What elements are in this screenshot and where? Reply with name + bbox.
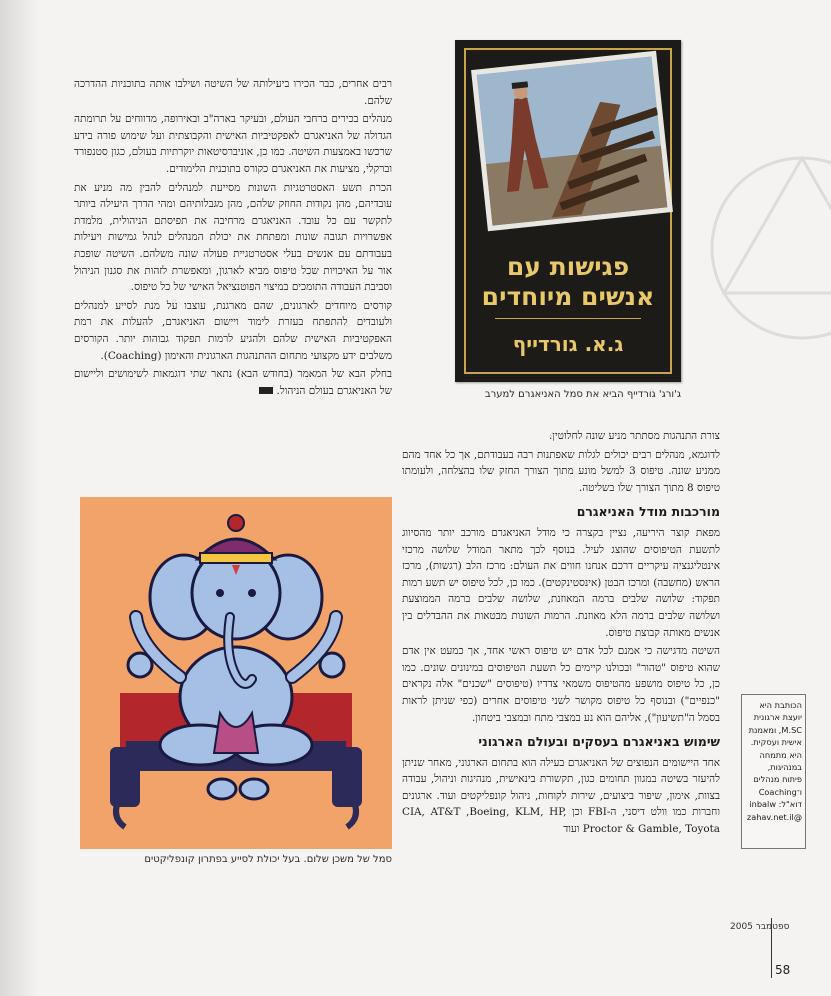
book-title-line: פגישות עם bbox=[506, 252, 630, 281]
issue-date: ספטמבר 2005 bbox=[730, 922, 790, 932]
book-title bbox=[469, 252, 667, 312]
book-author: ג.א. גורדייף bbox=[512, 332, 624, 356]
ganesha-illustration bbox=[80, 497, 392, 849]
book-caption: ג'ורג' גורדייף הביא את סמל האניאגרם למערב bbox=[484, 389, 681, 400]
book-cover-image bbox=[455, 40, 681, 382]
left-paragraph-last bbox=[74, 366, 392, 399]
bio-line: @zahav.net.il bbox=[746, 811, 802, 822]
author-bio-box bbox=[741, 694, 806, 849]
book-divider bbox=[495, 318, 641, 319]
left-paragraph: רבים אחרים, כבר הכירו ביעילותה של השיטה ושילבו אותה בתוכניות ההדרכה שלהם. bbox=[74, 78, 392, 107]
right-paragraph: לדוגמא, מנהלים רבים יכולים לגלות שאפתנות רבה בעבודתם, אך כל אחד מהם ממניע שונה. טיפוס 3 למשל מונע מתוך הצורך החזק שלו בהצלחה, ולעומתו טיפוס 8 מתוך הצורך שלו בשליטה. bbox=[402, 448, 721, 494]
right-paragraph: אחד היישומים הנפוצים של האניאגרם בעילה הוא בתחום הארגוני, מאחר שניתן להיעזר בשיטה במגוון תחומים כגון, תקשורת בינאישית, מנהיגות וניהול, עבודה בצוות, אימון, שיפור ביצועים, שירות לקוחות, ניהול קונפליקטים ועוד. ארגונים וחברות כמו וולט דיסני, ה-FBI וכן CIA, AT&T ,Boeing, KLM, HP, Proctor & Gamble, Toyota ועוד bbox=[402, 756, 720, 836]
right-paragraph: השיטה מדגישה כי אמנם לכל אדם יש טיפוס ראשי אחד, אך כמעט אין אדם שהוא טיפוס "טהור" ובכולנו קיימים כל תשעת הטיפוסים במינונים שונים. כמו כן, כל טיפוס מושפע מהטיפוס משמאי צדדיו (טיפוסים "שכנים" אלה נקראים "כנפיים") ובנוסף כל טיפוס מקושר לשני טיפוסים אחרים (כפי שניתן לראות בסמל ה"תשיעון"), אליהם הוא נע במצבי מתח ובמצבי ביטחון. bbox=[402, 645, 720, 724]
bio-line: ו־Coaching bbox=[758, 786, 802, 797]
bio-line: M.SC, ומאמנת bbox=[748, 724, 802, 735]
section-heading: שימוש באניאגרם בעסקים ובעולם הארגוני bbox=[478, 734, 720, 750]
enneagram-watermark-symbol bbox=[692, 128, 831, 358]
page-gutter-shadow bbox=[0, 0, 38, 996]
right-paragraph: צורת התנהגות מסתתר מניע שונה לחלוטין. bbox=[549, 430, 720, 442]
ganesha-drawing bbox=[80, 497, 392, 849]
book-cover-photo bbox=[471, 51, 673, 232]
bio-line: אישית ועסקית. bbox=[750, 737, 802, 748]
section-heading: מורכבות מודל האניאגרם bbox=[576, 504, 720, 520]
bio-line: הכותבת היא bbox=[759, 700, 802, 710]
bio-line: יועצת ארגונית bbox=[753, 712, 802, 723]
right-paragraph: מפאת קוצר היריעה, נציין בקצרה כי מודל האניאגרם מורכב יותר מהסיווג לתשעת הטיפוסים שהוצג לעיל. בנוסף לכך מתאר המודל שלושה מרכזי אינטליגנציה עיקריים דרכם אנחנו חווים את העולם: מרכז הלב (רגשות), מרכז הראש (מחשבה) ומרכז הבטן (אינסטינקטים). כמו כן, לכל טיפוס יש תשע רמות תפקוד: שלושה שלבים ברמה המאוזנת, שלושה שלבים ברמה הממוצעת ושלושה שלבים ברמה הלא מאוזנת. הרמות השונות מבטאות את ההבדלים בין אנשים מאותה קבוצת טיפוס. bbox=[402, 526, 720, 639]
bio-line: היא מתמחה bbox=[759, 749, 802, 760]
enneagram-watermark bbox=[692, 128, 831, 358]
ganesha-caption: סמל של משכן שלום. בעל יכולת לסייע בפתרון קונפליקטים bbox=[144, 854, 392, 865]
explorer-photo-illustration bbox=[477, 56, 668, 226]
right-article-column bbox=[402, 428, 720, 840]
book-title-line: אנשים מיוחדים bbox=[481, 282, 655, 311]
closing-paragraph-text: בחלק הבא של המאמר (בחודש הבא) נתאר שתי דוגמאות לשימושים וליישום של האניאגרם בעולם הניהול. bbox=[74, 368, 392, 397]
left-article-column bbox=[74, 76, 392, 401]
bio-line: פיתוח מנהלים bbox=[753, 774, 802, 785]
article-end-mark bbox=[259, 387, 273, 394]
bio-line: במנהיגות, bbox=[767, 762, 802, 773]
left-paragraph: מנהלים בכירים ברחבי העולם, ובעיקר בארה"ב ובאירופה, מדווחים על תרומתה הגדולה של האניאגרם לאפקטיביות האישית והקבוצתית ועל שימוש פורה בידע שרכשו באמצעות השיטה. כמו כן, אוניברסיטאות יוקרתיות בעולם, כגון סטנפורד וברקלי, מציעות את האניאגרם כקורס בתוכנית הלימודים. bbox=[74, 113, 392, 175]
page-number: 58 bbox=[775, 963, 791, 977]
left-paragraph: הכרת תשע האסטרטגיות השונות מסייעת למנהלים להבין מה מניע את עובדיהם, מהן נקודות החוזק שלהם, מהן מגבלותיהם ומהי הדרך היעילה ביותר לתקשר עם כל עובד. האניאגרם מרחיבה את תפיסתם הניהולית, מלמדת אפשרויות תגובה שונות ומפתחת את יכולת המנהלים לנהל גמישות ויעילות בעבודתם עם אנשים בעלי אסטרטגיית פעולה שונה משלהם. השיטה שופכת אור על האיכויות שכל טיפוס מביא לארגון, ומאפשרת לזהות את סגנון הניהול וסביבת העבודה התומכים במיצוי הפוטנציאל האישי של כל טיפוס. bbox=[74, 181, 392, 294]
bio-line: דוא"ל: inbalw bbox=[749, 799, 802, 810]
left-paragraph: קורסים מיוחדים לארגונים, שהם מארגנת, עוצבו על מנת לסייע למנהלים ולעובדים להתפתח בעזרת לימוד ויישום האניאגרם, להעלות את רמת האפקטיביות האישית שלהם ולהגיע לרמות תפקוד גבוהות יותר. הקורסים משלבים ידע מקצועי מתחום ההתנהגות הארגונית והאימון (Coaching). bbox=[74, 299, 392, 362]
